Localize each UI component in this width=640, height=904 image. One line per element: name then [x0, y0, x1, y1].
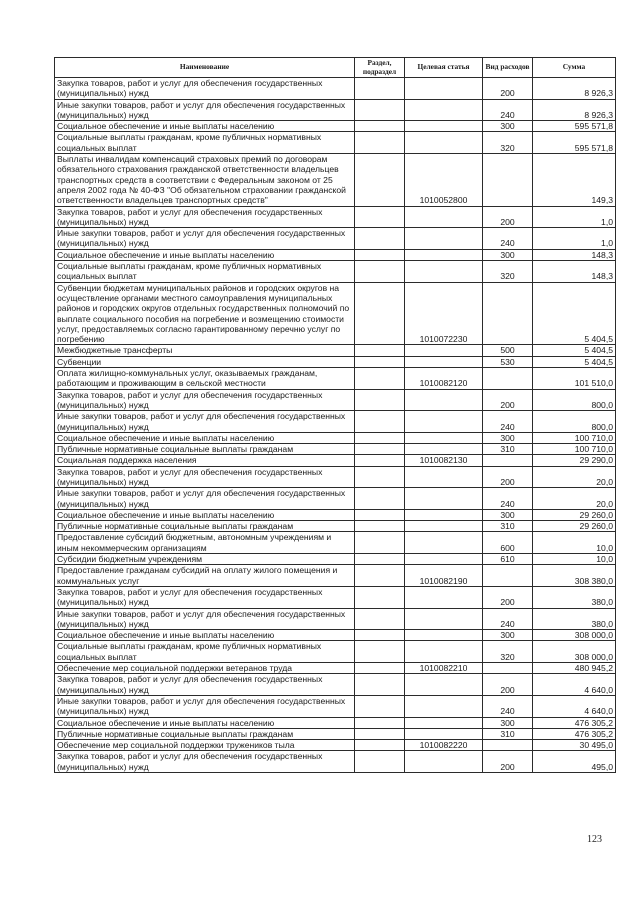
row-expense-type: [483, 740, 533, 751]
row-expense-type: [483, 663, 533, 674]
row-name: Социальная поддержка населения: [55, 455, 355, 466]
row-sum: 4 640,0: [533, 695, 616, 717]
row-sum: 8 926,3: [533, 99, 616, 121]
row-target-code: [405, 532, 483, 554]
header-name: Наименование: [55, 58, 355, 78]
row-name: Закупка товаров, работ и услуг для обеспечения государственных (муниципальных) нужд: [55, 78, 355, 100]
table-row: [55, 565, 616, 587]
table-header-row: [55, 58, 616, 78]
row-target-code: [405, 608, 483, 630]
row-expense-type: 200: [483, 586, 533, 608]
row-target-code: [405, 444, 483, 455]
table-row: [55, 641, 616, 663]
row-name: Иные закупки товаров, работ и услуг для обеспечения государственных (муниципальных) нужд: [55, 228, 355, 250]
row-target-code: 1010052800: [405, 154, 483, 206]
row-sum: 20,0: [533, 488, 616, 510]
row-expense-type: 600: [483, 532, 533, 554]
row-name: Социальное обеспечение и иные выплаты населению: [55, 630, 355, 641]
row-expense-type: 200: [483, 389, 533, 411]
row-expense-type: [483, 455, 533, 466]
row-sum: 308 000,0: [533, 641, 616, 663]
row-name: Закупка товаров, работ и услуг для обеспечения государственных (муниципальных) нужд: [55, 674, 355, 696]
row-section: [355, 674, 405, 696]
header-expense-type: Вид расходов: [483, 58, 533, 78]
table-row: [55, 121, 616, 132]
row-sum: 380,0: [533, 586, 616, 608]
table-row: [55, 695, 616, 717]
row-name: Социальное обеспечение и иные выплаты населению: [55, 249, 355, 260]
row-target-code: [405, 206, 483, 228]
row-sum: 495,0: [533, 751, 616, 773]
row-section: [355, 608, 405, 630]
row-sum: 29 290,0: [533, 455, 616, 466]
row-sum: 480 945,2: [533, 663, 616, 674]
row-section: [355, 488, 405, 510]
row-section: [355, 154, 405, 206]
table-row: [55, 99, 616, 121]
row-name: Публичные нормативные социальные выплаты гражданам: [55, 521, 355, 532]
row-sum: 800,0: [533, 389, 616, 411]
row-section: [355, 521, 405, 532]
row-target-code: [405, 554, 483, 565]
table-row: [55, 521, 616, 532]
table-row: [55, 728, 616, 739]
row-target-code: [405, 695, 483, 717]
row-sum: 100 710,0: [533, 432, 616, 443]
row-name: Публичные нормативные социальные выплаты гражданам: [55, 728, 355, 739]
row-target-code: [405, 521, 483, 532]
table-body: [55, 78, 616, 773]
row-sum: 595 571,8: [533, 121, 616, 132]
table-row: [55, 674, 616, 696]
row-name: Закупка товаров, работ и услуг для обеспечения государственных (муниципальных) нужд: [55, 206, 355, 228]
row-expense-type: 320: [483, 261, 533, 283]
row-section: [355, 630, 405, 641]
row-name: Иные закупки товаров, работ и услуг для обеспечения государственных (муниципальных) нужд: [55, 608, 355, 630]
row-expense-type: 240: [483, 99, 533, 121]
row-sum: 20,0: [533, 466, 616, 488]
row-expense-type: 300: [483, 630, 533, 641]
row-name: Социальное обеспечение и иные выплаты населению: [55, 509, 355, 520]
row-expense-type: 240: [483, 695, 533, 717]
table-row: [55, 608, 616, 630]
row-expense-type: 240: [483, 411, 533, 433]
row-section: [355, 565, 405, 587]
budget-table: [54, 57, 616, 773]
table-row: [55, 586, 616, 608]
row-target-code: [405, 586, 483, 608]
row-section: [355, 751, 405, 773]
table-row: [55, 717, 616, 728]
row-sum: 476 305,2: [533, 717, 616, 728]
row-name: Социальное обеспечение и иные выплаты населению: [55, 432, 355, 443]
row-target-code: [405, 641, 483, 663]
row-sum: 308 380,0: [533, 565, 616, 587]
table-row: [55, 411, 616, 433]
row-target-code: [405, 132, 483, 154]
row-target-code: [405, 751, 483, 773]
row-sum: 100 710,0: [533, 444, 616, 455]
table-row: [55, 488, 616, 510]
row-name: Оплата жилищно-коммунальных услуг, оказываемых гражданам, работающим и проживающим в сельской местности: [55, 368, 355, 390]
row-expense-type: 240: [483, 608, 533, 630]
row-name: Социальные выплаты гражданам, кроме публичных нормативных социальных выплат: [55, 261, 355, 283]
row-target-code: [405, 488, 483, 510]
row-target-code: 1010082120: [405, 368, 483, 390]
row-section: [355, 509, 405, 520]
row-name: Иные закупки товаров, работ и услуг для обеспечения государственных (муниципальных) нужд: [55, 99, 355, 121]
row-name: Межбюджетные трансферты: [55, 345, 355, 356]
row-section: [355, 554, 405, 565]
row-expense-type: [483, 154, 533, 206]
row-sum: 476 305,2: [533, 728, 616, 739]
row-expense-type: 200: [483, 674, 533, 696]
row-sum: 5 404,5: [533, 356, 616, 367]
row-section: [355, 717, 405, 728]
table-row: [55, 261, 616, 283]
row-expense-type: 310: [483, 444, 533, 455]
table-row: [55, 356, 616, 367]
row-section: [355, 532, 405, 554]
row-expense-type: 530: [483, 356, 533, 367]
row-sum: 10,0: [533, 554, 616, 565]
row-name: Социальные выплаты гражданам, кроме публичных нормативных социальных выплат: [55, 132, 355, 154]
row-name: Субсидии бюджетным учреждениям: [55, 554, 355, 565]
row-section: [355, 411, 405, 433]
row-section: [355, 261, 405, 283]
row-name: Иные закупки товаров, работ и услуг для обеспечения государственных (муниципальных) нужд: [55, 488, 355, 510]
row-expense-type: 310: [483, 521, 533, 532]
row-target-code: [405, 356, 483, 367]
header-sum: Сумма: [533, 58, 616, 78]
row-target-code: [405, 674, 483, 696]
row-section: [355, 586, 405, 608]
table-row: [55, 432, 616, 443]
row-sum: 149,3: [533, 154, 616, 206]
row-name: Закупка товаров, работ и услуг для обеспечения государственных (муниципальных) нужд: [55, 466, 355, 488]
table-row: [55, 751, 616, 773]
row-target-code: [405, 78, 483, 100]
row-sum: 5 404,5: [533, 345, 616, 356]
row-target-code: [405, 466, 483, 488]
row-sum: 148,3: [533, 249, 616, 260]
table-row: [55, 249, 616, 260]
row-expense-type: 320: [483, 641, 533, 663]
table-row: [55, 630, 616, 641]
row-section: [355, 455, 405, 466]
row-expense-type: 240: [483, 228, 533, 250]
row-target-code: [405, 99, 483, 121]
row-expense-type: 300: [483, 432, 533, 443]
row-section: [355, 78, 405, 100]
row-target-code: 1010082190: [405, 565, 483, 587]
row-name: Закупка товаров, работ и услуг для обеспечения государственных (муниципальных) нужд: [55, 389, 355, 411]
row-expense-type: 200: [483, 751, 533, 773]
row-target-code: [405, 717, 483, 728]
header-section: Раздел, подраздел: [355, 58, 405, 78]
table-row: [55, 532, 616, 554]
header-target: Целевая статья: [405, 58, 483, 78]
row-target-code: [405, 389, 483, 411]
row-section: [355, 641, 405, 663]
row-sum: 4 640,0: [533, 674, 616, 696]
table-row: [55, 455, 616, 466]
row-target-code: 1010082210: [405, 663, 483, 674]
row-target-code: 1010082130: [405, 455, 483, 466]
row-target-code: [405, 509, 483, 520]
row-target-code: [405, 432, 483, 443]
row-section: [355, 121, 405, 132]
row-name: Субвенции бюджетам муниципальных районов и городских округов на осуществление органами местного самоуправления муниципальных районов и городских округов отдельных государственных полномочий по выплате социального пособия на погребение и возмещению стоимости услуг, предоставляемых согласно гарантированному перечню услуг по погребению: [55, 282, 355, 345]
row-name: Закупка товаров, работ и услуг для обеспечения государственных (муниципальных) нужд: [55, 586, 355, 608]
table-row: [55, 466, 616, 488]
row-target-code: [405, 345, 483, 356]
row-name: Выплаты инвалидам компенсаций страховых премий по договорам обязательного страхования гражданской ответственности владельцев транспортных средств в соответствии с Федеральным законом от 25 апреля 2002 года № 40-ФЗ "Об обязательном страховании гражданской ответственности владельцев транспортных средств": [55, 154, 355, 206]
row-section: [355, 740, 405, 751]
row-section: [355, 368, 405, 390]
row-name: Публичные нормативные социальные выплаты гражданам: [55, 444, 355, 455]
row-expense-type: [483, 368, 533, 390]
row-expense-type: 610: [483, 554, 533, 565]
row-expense-type: 200: [483, 206, 533, 228]
row-sum: 595 571,8: [533, 132, 616, 154]
row-section: [355, 432, 405, 443]
row-expense-type: 320: [483, 132, 533, 154]
table-row: [55, 554, 616, 565]
table-row: [55, 663, 616, 674]
row-sum: 8 926,3: [533, 78, 616, 100]
row-section: [355, 345, 405, 356]
row-section: [355, 695, 405, 717]
row-name: Предоставление субсидий бюджетным, автономным учреждениям и иным некоммерческим организациям: [55, 532, 355, 554]
row-name: Субвенции: [55, 356, 355, 367]
row-expense-type: 310: [483, 728, 533, 739]
row-expense-type: 200: [483, 78, 533, 100]
row-expense-type: 240: [483, 488, 533, 510]
row-name: Иные закупки товаров, работ и услуг для обеспечения государственных (муниципальных) нужд: [55, 695, 355, 717]
row-expense-type: 300: [483, 121, 533, 132]
table-row: [55, 509, 616, 520]
table-row: [55, 368, 616, 390]
row-section: [355, 663, 405, 674]
row-section: [355, 132, 405, 154]
row-name: Закупка товаров, работ и услуг для обеспечения государственных (муниципальных) нужд: [55, 751, 355, 773]
row-section: [355, 466, 405, 488]
table-row: [55, 228, 616, 250]
row-expense-type: [483, 565, 533, 587]
row-sum: 1,0: [533, 228, 616, 250]
table-row: [55, 444, 616, 455]
row-sum: 101 510,0: [533, 368, 616, 390]
row-section: [355, 356, 405, 367]
row-expense-type: 200: [483, 466, 533, 488]
row-target-code: [405, 411, 483, 433]
table-row: [55, 206, 616, 228]
row-section: [355, 728, 405, 739]
row-target-code: [405, 249, 483, 260]
table-row: [55, 132, 616, 154]
row-sum: 10,0: [533, 532, 616, 554]
row-sum: 5 404,5: [533, 282, 616, 345]
row-section: [355, 99, 405, 121]
row-name: Предоставление гражданам субсидий на оплату жилого помещения и коммунальных услуг: [55, 565, 355, 587]
row-sum: 1,0: [533, 206, 616, 228]
row-expense-type: [483, 282, 533, 345]
row-name: Социальное обеспечение и иные выплаты населению: [55, 717, 355, 728]
row-sum: 308 000,0: [533, 630, 616, 641]
row-target-code: [405, 630, 483, 641]
row-sum: 30 495,0: [533, 740, 616, 751]
row-sum: 29 260,0: [533, 509, 616, 520]
row-target-code: 1010072230: [405, 282, 483, 345]
row-section: [355, 282, 405, 345]
row-name: Обеспечение мер социальной поддержки ветеранов труда: [55, 663, 355, 674]
table-row: [55, 389, 616, 411]
table-row: [55, 78, 616, 100]
table-row: [55, 154, 616, 206]
row-sum: 148,3: [533, 261, 616, 283]
row-section: [355, 249, 405, 260]
row-target-code: [405, 228, 483, 250]
row-sum: 29 260,0: [533, 521, 616, 532]
row-expense-type: 300: [483, 249, 533, 260]
row-name: Социальные выплаты гражданам, кроме публичных нормативных социальных выплат: [55, 641, 355, 663]
row-sum: 380,0: [533, 608, 616, 630]
row-sum: 800,0: [533, 411, 616, 433]
row-name: Обеспечение мер социальной поддержки тружеников тыла: [55, 740, 355, 751]
table-row: [55, 740, 616, 751]
row-name: Социальное обеспечение и иные выплаты населению: [55, 121, 355, 132]
row-section: [355, 228, 405, 250]
row-target-code: 1010082220: [405, 740, 483, 751]
row-expense-type: 500: [483, 345, 533, 356]
row-target-code: [405, 728, 483, 739]
row-name: Иные закупки товаров, работ и услуг для обеспечения государственных (муниципальных) нужд: [55, 411, 355, 433]
row-target-code: [405, 121, 483, 132]
table-row: [55, 345, 616, 356]
row-section: [355, 389, 405, 411]
row-expense-type: 300: [483, 509, 533, 520]
table-row: [55, 282, 616, 345]
row-section: [355, 444, 405, 455]
page-number: 123: [587, 834, 602, 845]
row-section: [355, 206, 405, 228]
row-target-code: [405, 261, 483, 283]
row-expense-type: 300: [483, 717, 533, 728]
